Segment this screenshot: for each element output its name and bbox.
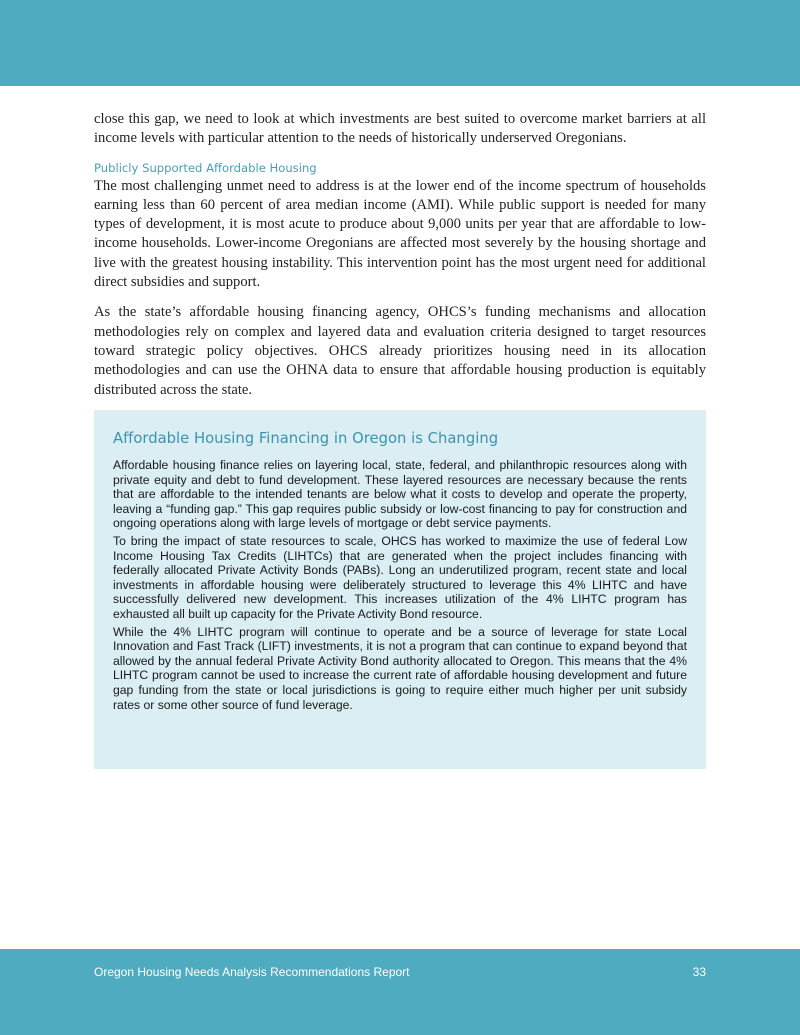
callout-paragraph: While the 4% LIHTC program will continue to operate and be a source of leverage for state Local Innovation and Fast Track (LIFT) investments, it is not a program that can continue to expand beyond that allowed by the annual federal Private Activity Bond authority allocated to Oregon. This means that the 4% LIHTC program cannot be used to increase the current rate of affordable housing development and future gap funding from the state or local jurisdictions is going to require either much higher per unit subsidy rates or some other source of fund leverage.	[113, 624, 687, 712]
body-paragraph: As the state’s affordable housing financing agency, OHCS’s funding mechanisms and allocation methodologies rely on complex and layered data and evaluation criteria designed to target resources toward strategic policy objectives. OHCS already prioritizes housing need in its allocation methodologies and can use the OHNA data to ensure that affordable housing production is equitably distributed across the state.	[94, 304, 706, 398]
page-number: 33	[692, 965, 706, 979]
callout-paragraph: To bring the impact of state resources to scale, OHCS has worked to maximize the use of federal Low Income Housing Tax Credits (LIHTCs) that are generated when the project includes financing with federally allocated Private Activity Bonds (PABs). Long an underutilized program, recent state and local investments in affordable housing were deliberately structured to leverage this 4% LIHTC and have successfully delivered new development. This increases utilization of the 4% LIHTC program has exhausted all built up capacity for the Private Activity Bond resource.	[113, 533, 687, 621]
footer-band	[0, 949, 800, 1035]
callout-box	[94, 410, 706, 769]
header-band	[0, 0, 800, 86]
intro-paragraph: close this gap, we need to look at which investments are best suited to overcome market barriers at all income levels with particular attention to the needs of historically underserved Oregonians.	[94, 111, 706, 147]
main-content	[94, 110, 706, 411]
footer-report-title: Oregon Housing Needs Analysis Recommendations Report	[94, 965, 410, 979]
body-paragraph: The most challenging unmet need to address is at the lower end of the income spectrum of households earning less than 60 percent of area median income (AMI). While public support is needed for many types of development, it is most acute to produce about 9,000 units per year that are affordable to low-income households. Lower-income Oregonians are affected most severely by the housing shortage and live with the greatest housing instability. This intervention point has the most urgent need for additional direct subsidies and support.	[94, 177, 706, 291]
callout-paragraph: Affordable housing finance relies on layering local, state, federal, and philanthropic resources along with private equity and debt to fund development. These layered resources are necessary because the rents that are affordable to the intended tenants are below what it costs to develop and operate the property, leaving a “funding gap.” This gap requires public subsidy or low-cost financing to pay for construction and ongoing operations along with large levels of mortgage or debt service payments.	[113, 458, 687, 531]
callout-title: Affordable Housing Financing in Oregon is Changing	[113, 430, 499, 447]
section-heading: Publicly Supported Affordable Housing	[94, 160, 317, 175]
